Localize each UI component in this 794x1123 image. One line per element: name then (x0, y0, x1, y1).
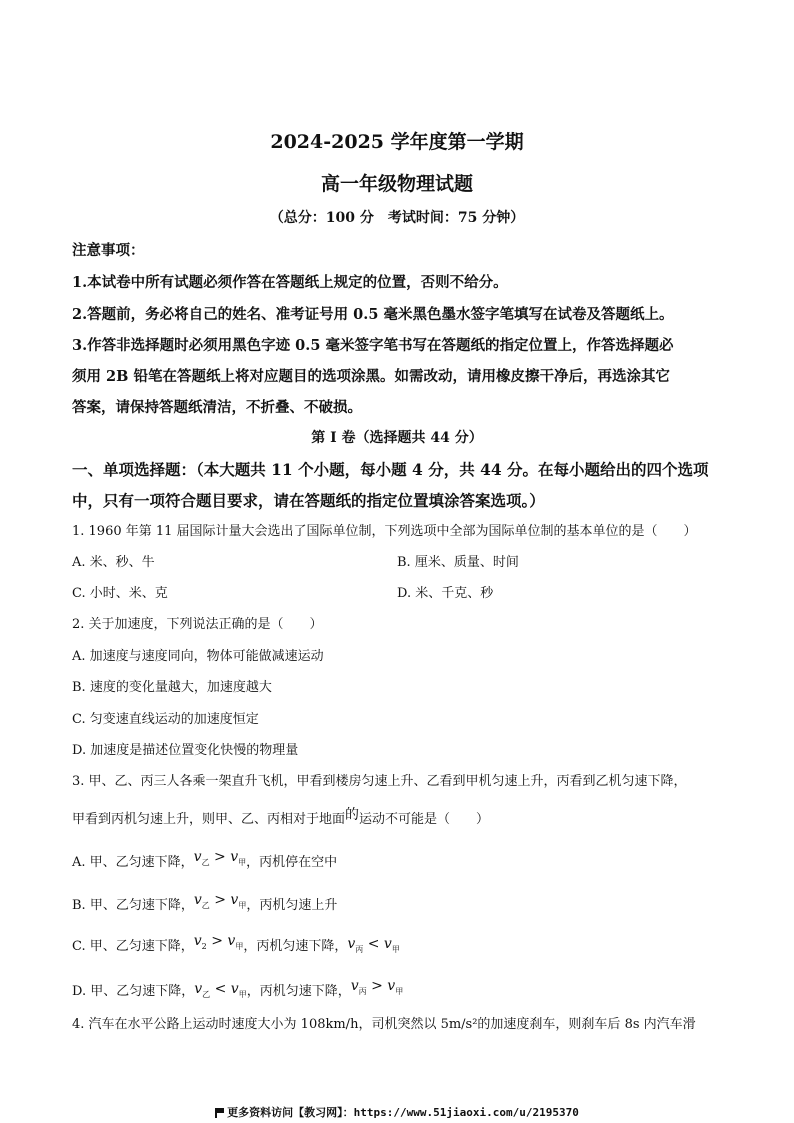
question-1-option-c: C. 小时、米、克 (72, 586, 168, 601)
option-d-formula-1: $v_乙 < v_甲$ (194, 981, 247, 999)
notice-line-2: 2.答题前，务必将自己的姓名、准考证号用 0.5 毫米黑色墨水签字笔填写在试卷及答题纸上。 (72, 306, 674, 323)
part-instructions-line-2: 中，只有一项符合题目要求，请在答题纸的指定位置填涂答案选项。） (72, 491, 545, 510)
option-a-suffix: ，丙机停在空中 (246, 855, 338, 870)
exam-title-year: 2024-2025 学年度第一学期 (270, 131, 524, 153)
question-3-option-d (72, 980, 403, 1002)
question-3-option-b (72, 894, 337, 916)
footer-promo[interactable] (0, 1104, 794, 1120)
question-3-stem-line-1: 3. 甲、乙、丙三人各乘一架直升飞机，甲看到楼房匀速上升、乙看到甲机匀速上升，丙看到乙机匀速下降， (72, 774, 687, 789)
footer-link-text[interactable]: 更多资料访问【教习网】：https://www.51jiaoxi.com/u/2195370 (227, 1106, 579, 1119)
question-2-option-a: A. 加速度与速度同向，物体可能做减速运动 (72, 649, 324, 664)
question-2-stem: 2. 关于加速度，下列说法正确的是（ ） (72, 617, 323, 632)
option-c-formula-2: $v_丙 < v_甲$ (347, 936, 400, 954)
option-a-prefix: A. 甲、乙匀速下降， (72, 855, 194, 870)
exam-info: （总分：100 分 考试时间：75 分钟） (269, 210, 525, 226)
part-instructions-line-1: 一、单项选择题：（本大题共 11 个小题，每小题 4 分，共 44 分。在每小题给出的四个选项 (72, 460, 709, 479)
notice-line-3a: 3.作答非选择题时必须用黑色字迹 0.5 毫米签字笔书写在答题纸的指定位置上，作答选择题必 (72, 337, 674, 354)
option-c-middle: ，丙机匀速下降， (243, 939, 348, 954)
option-d-middle: ，丙机匀速下降， (246, 984, 351, 999)
question-3-option-c (72, 935, 400, 957)
flag-icon (215, 1108, 224, 1117)
question-2-option-d: D. 加速度是描述位置变化快慢的物理量 (72, 743, 299, 758)
question-1-stem: 1. 1960 年第 11 届国际计量大会选出了国际单位制，下列选项中全部为国际单位制的基本单位的是（ ） (72, 524, 697, 539)
option-c-prefix: C. 甲、乙匀速下降， (72, 939, 194, 954)
option-a-formula: $v_乙 > v_甲$ (193, 849, 247, 867)
question-3-stem-de: 的 (345, 807, 360, 823)
section-title: 第 I 卷（选择题共 44 分） (311, 430, 483, 446)
notice-line-3c: 答案，请保持答题纸清洁，不折叠、不破损。 (72, 399, 362, 416)
question-2-option-b: B. 速度的变化量越大，加速度越大 (72, 680, 272, 695)
notice-line-1: 1.本试卷中所有试题必须作答在答题纸上规定的位置，否则不给分。 (72, 274, 508, 291)
option-d-formula-2: $v_丙 > v_甲$ (350, 978, 404, 996)
option-c-formula-1: $v_2 > v_甲$ (193, 933, 244, 951)
option-b-prefix: B. 甲、乙匀速下降， (72, 898, 194, 913)
exam-title-subject: 高一年级物理试题 (320, 173, 473, 195)
question-3-stem-line-2 (72, 808, 489, 828)
question-1-option-b: B. 厘米、质量、时间 (397, 555, 519, 570)
question-3-option-a (72, 851, 337, 873)
question-1-option-a: A. 米、秒、牛 (72, 555, 155, 570)
notice-line-3b: 须用 2B 铅笔在答题纸上将对应题目的选项涂黑。如需改动，请用橡皮擦干净后，再选涂其它 (72, 368, 670, 385)
question-3-stem-part-b: 运动不可能是（ ） (359, 812, 490, 827)
question-4-stem: 4. 汽车在水平公路上运动时速度大小为 108km/h，司机突然以 5m/s²的加速度刹车，则刹车后 8s 内汽车滑 (72, 1017, 696, 1032)
option-d-prefix: D. 甲、乙匀速下降， (72, 984, 195, 999)
question-3-stem-part-a: 甲看到丙机匀速上升，则甲、乙、丙相对于地面 (72, 812, 346, 827)
option-b-suffix: ，丙机匀速上升 (246, 898, 338, 913)
question-2-option-c: C. 匀变速直线运动的加速度恒定 (72, 712, 259, 727)
question-1-option-d: D. 米、千克、秒 (397, 586, 494, 601)
option-b-formula: $v_乙 > v_甲$ (193, 892, 247, 910)
notice-heading: 注意事项： (72, 242, 145, 259)
